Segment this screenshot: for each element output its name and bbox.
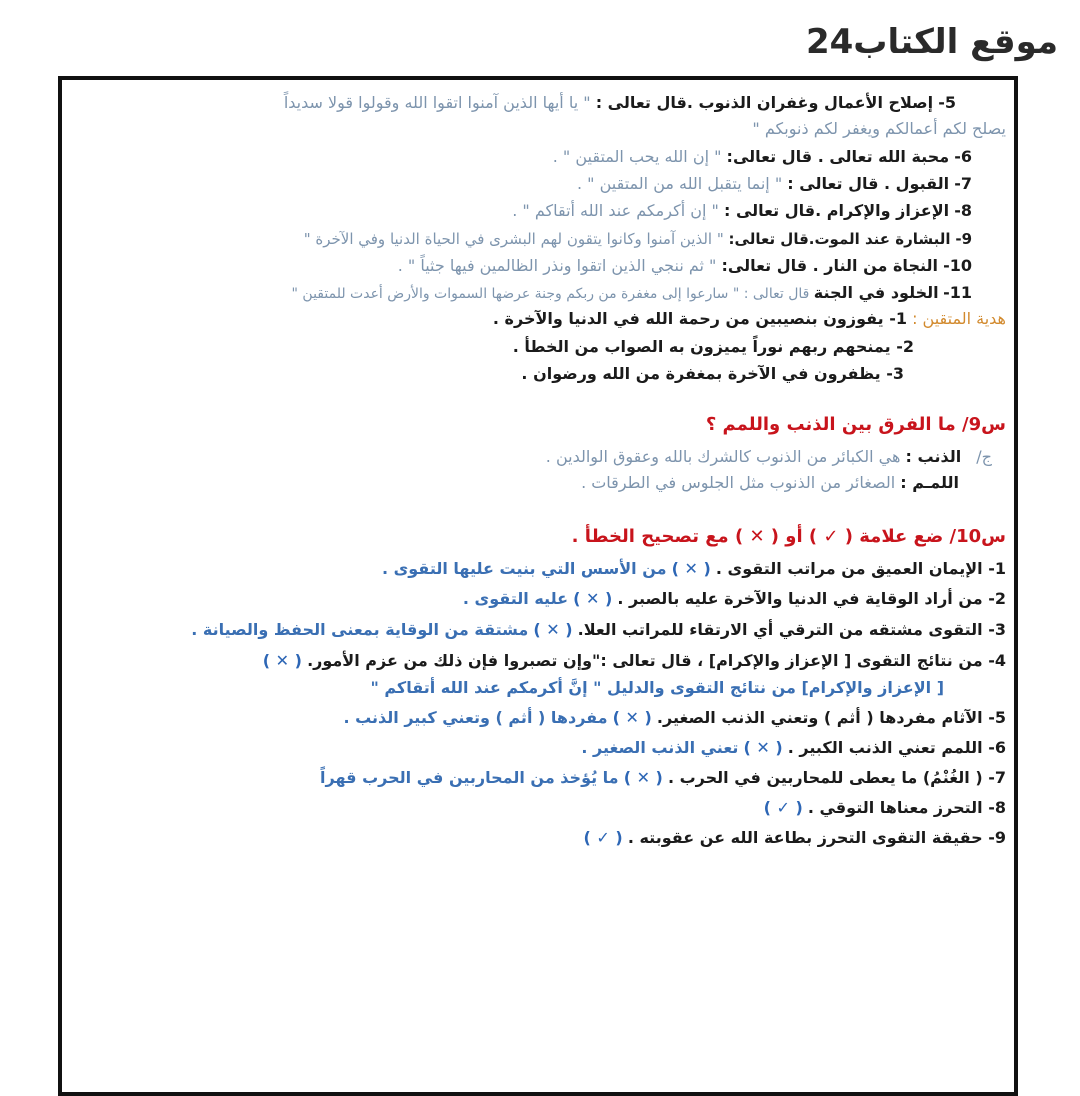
tf-item: 8- التحرز معناها التوقي . ( ✓ ) <box>763 798 1006 817</box>
tf-item: 7- ( الغُنْمُ) ما يعطى للمحاربين في الحرب . ( ✕ ) ما يُؤخذ من المحاربين في الحرب قهراً <box>320 768 1006 787</box>
tf-item: 4- من نتائج التقوى [ الإعزاز والإكرام] ، قال تعالى :"وإن تصبروا فإن ذلك من عزم الأمور. ( ✕ ) <box>262 651 1006 670</box>
tf-item-correction: [ الإعزاز والإكرام] من نتائج التقوى والدليل " إنَّ أكرمكم عند الله أتقاكم " <box>370 678 944 697</box>
gift-line: هدية المتقين : 1- يفوزون بنصيبين من رحمة الله في الدنيا والآخرة . <box>492 309 1006 328</box>
benefit-line: 8- الإعزاز والإكرام .قال تعالى : " إن أكرمكم عند الله أتقاكم " . <box>512 201 972 220</box>
answer-line: اللمـم : الصغائر من الذنوب مثل الجلوس في الطرقات . <box>581 473 959 492</box>
question-9-title: س9/ ما الفرق بين الذنب واللمم ؟ <box>705 414 1006 435</box>
tf-item: 2- من أراد الوقاية في الدنيا والآخرة عليه بالصبر . ( ✕ ) عليه التقوى . <box>462 589 1006 608</box>
gift-line: 2- يمنحهم ربهم نوراً يميزون به الصواب من الخطأ . <box>512 337 914 356</box>
tf-item: 1- الإيمان العميق من مراتب التقوى . ( ✕ ) من الأسس التي بنيت عليها التقوى . <box>381 559 1006 578</box>
benefit-line: يصلح لكم أعمالكم ويغفر لكم ذنوبكم " <box>752 119 1006 138</box>
tf-item: 6- اللمم تعني الذنب الكبير . ( ✕ ) تعني الذنب الصغير . <box>581 738 1006 757</box>
textbook-page <box>58 76 1018 1096</box>
site-title: موقع الكتاب24 <box>805 22 1058 62</box>
question-10-title: س10/ ضع علامة ( ✓ ) أو ( ✕ ) مع تصحيح الخطأ . <box>571 526 1006 547</box>
benefit-line: 7- القبول . قال تعالى : " إنما يتقبل الله من المتقين " . <box>577 174 972 193</box>
gift-line: 3- يظفرون في الآخرة بمغفرة من الله ورضوان . <box>521 364 904 383</box>
benefit-line: 11- الخلود في الجنة قال تعالى : " سارعوا إلى مغفرة من ربكم وجنة عرضها السموات والأرض أعدت للمتقين " <box>291 283 972 302</box>
tf-item: 3- التقوى مشتقه من الترقي أي الارتقاء للمراتب العلا. ( ✕ ) مشتقة من الوقاية بمعنى الحفظ والصيانة . <box>191 620 1006 639</box>
tf-item: 5- الآثام مفردها ( أثم ) وتعني الذنب الصغير. ( ✕ ) مفردها ( أثم ) وتعني كبير الذنب . <box>343 708 1006 727</box>
benefit-line: 10- النجاة من النار . قال تعالى: " ثم ننجي الذين اتقوا ونذر الظالمين فيها جثياً " . <box>397 256 972 275</box>
benefit-line: 6- محبة الله تعالى . قال تعالى: " إن الله يحب المتقين " . <box>552 147 972 166</box>
benefit-line: 5- إصلاح الأعمال وغفران الذنوب .قال تعالى : " يا أيها الذين آمنوا اتقوا الله وقولوا قولا سديداً <box>283 93 956 112</box>
benefit-line: 9- البشارة عند الموت.قال تعالى: " الذين آمنوا وكانوا يتقون لهم البشرى في الحياة الدنيا وفي الآخرة " <box>303 230 972 248</box>
answer-line: ج/ الذنب : هي الكبائر من الذنوب كالشرك بالله وعقوق الوالدين . <box>545 447 992 466</box>
tf-item: 9- حقيقة التقوى التحرز بطاعة الله عن عقوبته . ( ✓ ) <box>583 828 1006 847</box>
